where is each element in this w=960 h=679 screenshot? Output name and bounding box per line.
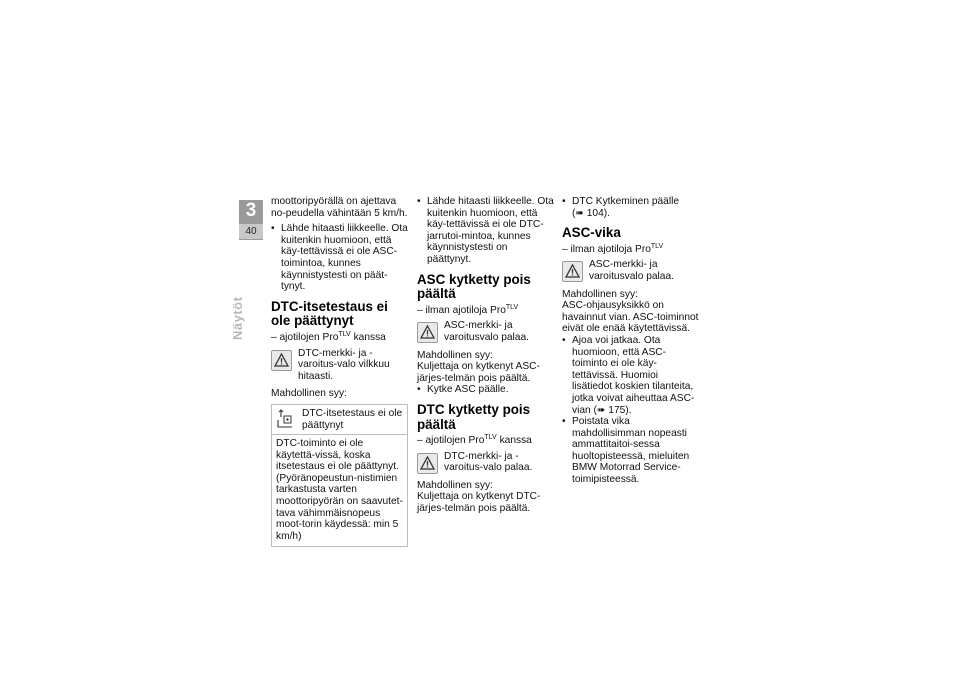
- list-item: • Lähde hitaasti liikkeelle. Ota kuitenkin huomioon, että käy-tettävissä ei ole ASC-toimintoa, kunnes käynnistystesti on päät-tynyt.: [271, 223, 408, 293]
- condition-sup: TLV: [650, 242, 664, 250]
- cause-text: Kuljettaja on kytkenyt ASC-järjes-telmän pois päältä.: [417, 361, 540, 384]
- cause-label: Mahdollinen syy:: [417, 349, 493, 361]
- column-3: [562, 196, 699, 490]
- section-heading: DTC-itsetestaus ei ole päättynyt: [271, 298, 388, 329]
- warning-text: DTC-merkki- ja -varoitus-valo palaa.: [444, 450, 533, 474]
- bullet-list: [562, 335, 699, 486]
- column-2: [417, 196, 554, 519]
- info-table-header: [272, 405, 407, 435]
- chapter-tab: [239, 200, 263, 240]
- condition-line: [417, 305, 554, 317]
- dtc-icon: [276, 408, 294, 430]
- cause-label: Mahdollinen syy:: [562, 288, 638, 300]
- condition-line: [417, 435, 554, 447]
- list-item: • Poistata vika mahdollisimman nopeasti ammattitaitoi-sessa huoltopisteessä, mieluiten BMW Motorrad Service-toimipisteessä.: [562, 416, 699, 486]
- section-heading: ASC-vika: [562, 225, 621, 241]
- bullet-list: [271, 223, 408, 293]
- condition-prefix: – ajotilojen Pro: [271, 331, 339, 343]
- warning-row: [417, 320, 554, 343]
- warning-triangle-icon: [417, 453, 438, 474]
- list-item-text: DTC Kytkeminen päälle: [572, 196, 680, 207]
- condition-sup: TLV: [484, 434, 497, 442]
- intro-text: moottoripyörällä on ajettava no-peudella vähintään 5 km/h.: [271, 196, 408, 219]
- warning-triangle-icon: [417, 322, 438, 343]
- cause-text: Kuljettaja on kytkenyt DTC-järjes-telmän pois päältä.: [417, 491, 541, 515]
- list-item: • Ajoa voi jatkaa. Ota huomioon, että ASC-toiminto ei ole käy-tettävissä. Huomioi lisätiedot koskien tilanteita, jotka voivat aiheuttaa ASC-vian (➠ 175).: [562, 335, 699, 416]
- bullet-list: [562, 196, 699, 219]
- warning-triangle-icon: [562, 261, 583, 282]
- warning-text: DTC-merkki- ja -varoitus-valo vilkkuu hitaasti.: [298, 347, 390, 382]
- info-table-title: DTC-itsetestaus ei ole päättynyt: [302, 407, 403, 431]
- list-item: • Kytke ASC päälle.: [417, 384, 554, 396]
- warning-row: [562, 259, 699, 282]
- condition-prefix: – ilman ajotiloja Pro: [562, 243, 651, 255]
- condition-suffix: kanssa: [496, 435, 532, 447]
- bullet-list: [417, 196, 554, 266]
- cause-label: Mahdollinen syy:: [271, 388, 347, 400]
- cause-label: Mahdollinen syy:: [417, 479, 493, 491]
- section-heading: DTC kytketty pois päältä: [417, 401, 531, 432]
- page-reference: (➠ 104).: [572, 207, 610, 219]
- condition-sup: TLV: [505, 303, 519, 311]
- side-chapter-label: Näytöt: [230, 296, 245, 340]
- page-number: 40: [239, 224, 263, 239]
- condition-suffix: kanssa: [350, 331, 386, 343]
- condition-sup: TLV: [338, 330, 351, 338]
- bullet-list: [417, 384, 554, 396]
- list-item: [562, 196, 699, 219]
- section-heading: ASC kytketty pois päältä: [417, 271, 531, 302]
- condition-prefix: – ajotilojen Pro: [417, 435, 485, 447]
- column-1: [271, 196, 408, 547]
- condition-line: [271, 332, 408, 344]
- list-item: • Lähde hitaasti liikkeelle. Ota kuitenkin huomioon, että käy-tettävissä ei ole DTC-jarrutoi-mintoa, kunnes käynnistystesti on päättynyt.: [417, 196, 554, 266]
- warning-text: ASC-merkki- ja varoitusvalo palaa.: [444, 320, 529, 343]
- warning-row: [417, 451, 554, 474]
- cause-text: ASC-ohjausyksikkö on havainnut vian. ASC-toiminnot eivät ole enää käytettävissä.: [562, 300, 699, 335]
- condition-line: [562, 244, 699, 256]
- condition-prefix: – ilman ajotiloja Pro: [417, 304, 506, 316]
- warning-triangle-icon: [271, 350, 292, 371]
- info-table: [271, 404, 408, 548]
- info-table-body: DTC-toiminto ei ole käytettä-vissä, koska itsetestaus ei ole päättynyt. (Pyöränopeustun-nistimien tarkastusta varten moottoripyörän on saavutet-tava vähimmäisnopeus moot-torin käydessä: min 5 km/h): [276, 438, 403, 542]
- chapter-number: 3: [245, 200, 257, 221]
- warning-text: ASC-merkki- ja varoitusvalo palaa.: [589, 259, 674, 282]
- warning-row: [271, 348, 408, 383]
